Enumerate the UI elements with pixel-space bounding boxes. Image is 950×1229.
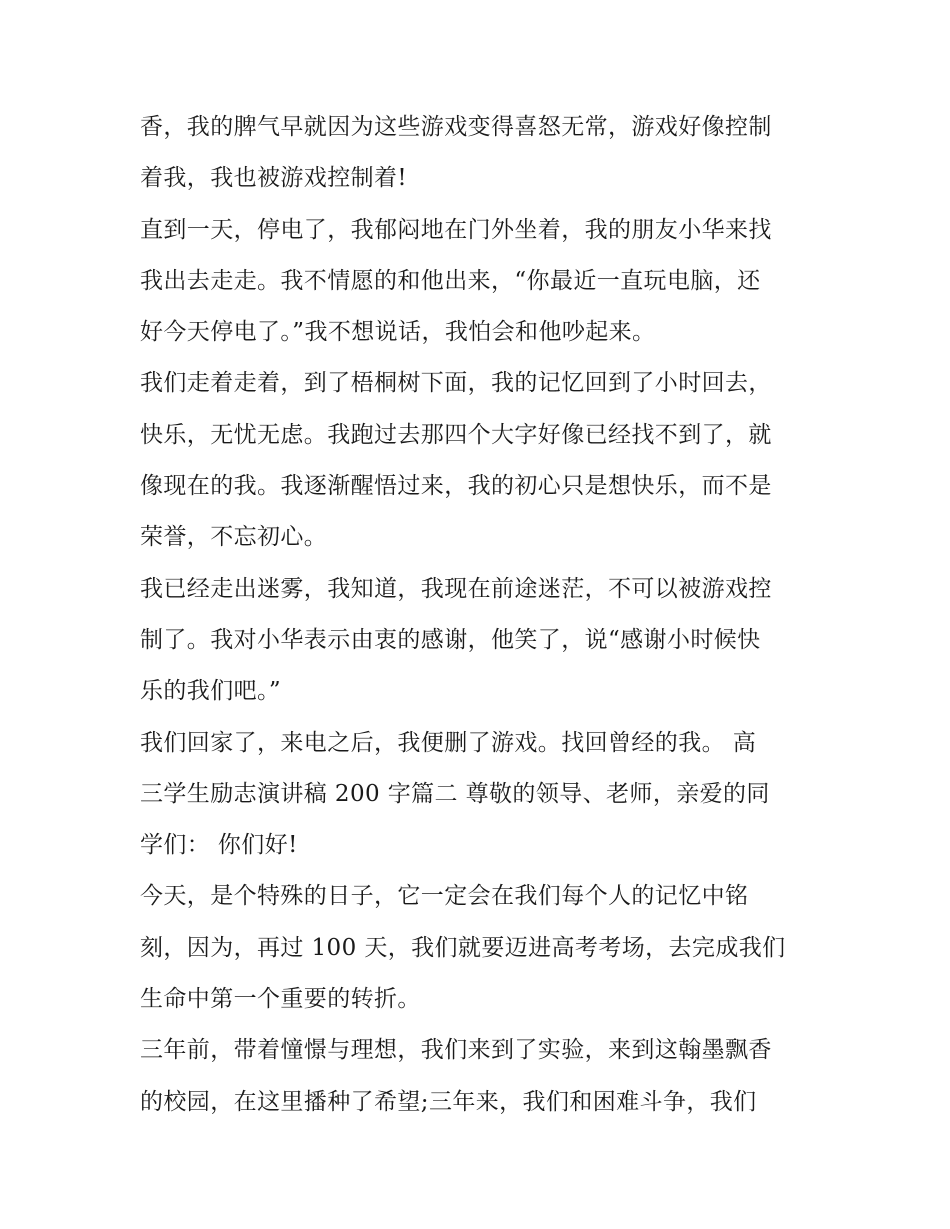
text-line: 三学生励志演讲稿 200 字篇二 尊敬的领导、老师，亲爱的同 [140, 780, 770, 807]
text-line: 着我，我也被游戏控制着! [140, 165, 408, 192]
text-line: 我已经走出迷雾，我知道，我现在前途迷茫，不可以被游戏控 [140, 575, 772, 602]
text-line: 的校园，在这里播种了希望;三年来，我们和困难斗争，我们 [140, 1088, 757, 1115]
text-line: 三年前，带着憧憬与理想，我们来到了实验，来到这翰墨飘香 [140, 1037, 772, 1064]
text-line: 生命中第一个重要的转折。 [140, 986, 421, 1013]
text-line: 刻，因为，再过 100 天，我们就要迈进高考考场，去完成我们 [140, 934, 786, 961]
text-line: 学们： 你们好! [140, 832, 298, 859]
text-line: 制了。我对小华表示由衷的感谢，他笑了，说“感谢小时候快 [140, 626, 761, 653]
document-body [140, 102, 820, 1128]
text-line: 荣誉，不忘初心。 [140, 524, 328, 551]
text-line: 香，我的脾气早就因为这些游戏变得喜怒无常，游戏好像控制 [140, 114, 772, 140]
text-line: 快乐，无忧无虑。我跑过去那四个大字好像已经找不到了，就 [140, 421, 772, 448]
text-line: 好今天停电了。”我不想说话，我怕会和他吵起来。 [140, 319, 656, 346]
text-line: 像现在的我。我逐渐醒悟过来，我的初心只是想快乐，而不是 [140, 473, 772, 500]
text-line: 我们回家了，来电之后，我便删了游戏。找回曾经的我。 高 [140, 729, 757, 756]
text-line: 我们走着走着，到了梧桐树下面，我的记忆回到了小时回去， [140, 370, 772, 397]
text-line: 直到一天，停电了，我郁闷地在门外坐着，我的朋友小华来找 [140, 216, 772, 243]
text-line: 我出去走走。我不情愿的和他出来，“你最近一直玩电脑，还 [140, 267, 761, 294]
text-line: 乐的我们吧。” [140, 678, 282, 705]
text-line: 今天，是个特殊的日子，它一定会在我们每个人的记忆中铭 [140, 883, 749, 910]
